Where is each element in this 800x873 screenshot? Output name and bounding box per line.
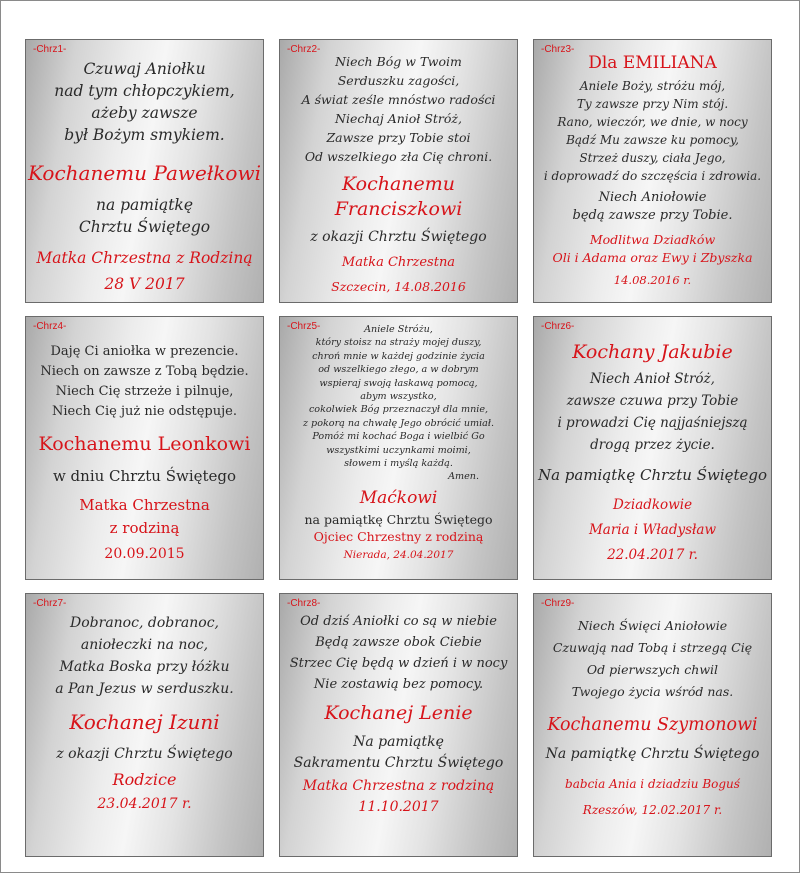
giver-line: Dziadkowie <box>612 497 693 513</box>
recipient-name: Franciszkowi <box>334 198 463 220</box>
plate-content <box>26 40 263 302</box>
verse-line: cokolwiek Bóg przeznaczył dla mnie, <box>308 404 489 416</box>
occasion-line: Sakramentu Chrztu Świętego <box>293 755 504 771</box>
giver-line: Maria i Władysław <box>588 522 717 538</box>
verse-line: Pomóż mi kochać Boga i wielbić Go <box>312 431 485 443</box>
plate-chrz9 <box>533 593 772 857</box>
giver-line: Matka Chrzestna z Rodziną <box>36 249 253 267</box>
plate-chrz6 <box>533 316 772 580</box>
verse-line: Matka Boska przy łóżku <box>59 659 230 675</box>
recipient-name: Kochanemu Szymonowi <box>547 715 758 735</box>
verse-line: i prowadzi Cię najjaśniejszą <box>557 415 748 431</box>
verse-line: Strzec Cię będą w dzień i w nocy <box>289 656 508 671</box>
giver-line: Matka Chrzestna <box>341 255 456 270</box>
date-line: 11.10.2017 <box>358 799 439 815</box>
plate-content <box>280 317 517 579</box>
verse-line: będą zawsze przy Tobie. <box>572 208 733 223</box>
plate-chrz5 <box>279 316 518 580</box>
recipient-name: Kochanemu Leonkowi <box>38 433 251 455</box>
verse-line: Niech Cię już nie odstępuje. <box>52 404 237 419</box>
verse-line: od wszelkiego złego, a w dobrym <box>318 364 479 376</box>
date-line: 22.04.2017 r. <box>607 547 698 563</box>
verse-line: Daję Ci aniołka w prezencie. <box>50 344 239 359</box>
verse-line: Rano, wieczór, we dnie, w nocy <box>557 115 748 129</box>
verse-line: nad tym chłopczykiem, <box>54 82 235 100</box>
date-line: Szczecin, 14.08.2016 <box>331 279 466 294</box>
verse-line: Niech Aniołowie <box>598 190 707 205</box>
verse-line: Od dziś Aniołki co są w niebie <box>300 614 497 629</box>
plate-code: -Chrz2- <box>287 44 321 55</box>
verse-line: Aniele Stróżu, <box>364 324 433 335</box>
occasion-line: Na pamiątkę Chrztu Świętego <box>545 746 760 762</box>
verse-line: Aniele Boży, stróżu mój, <box>579 79 726 93</box>
plate-chrz8 <box>279 593 518 857</box>
verse-line: chroń mnie w każdej godzinie życia <box>312 350 485 362</box>
verse-line: Od pierwszych chwil <box>586 662 719 677</box>
verse-line: drogą przez życie. <box>590 437 715 453</box>
verse-line: słowem i myślą każdą. <box>344 458 453 470</box>
verse-line: Niech Anioł Stróż, <box>590 371 715 387</box>
plate-content <box>280 40 517 302</box>
verse-line: wspieraj swoją łaskawą pomocą, <box>319 377 478 389</box>
verse-line: Twojego życia wśród nas. <box>571 684 734 699</box>
plate-chrz1 <box>25 39 264 303</box>
plate-code: -Chrz1- <box>33 44 67 55</box>
plate-title: Dla EMILIANA <box>588 53 717 73</box>
giver-line: Rodzice <box>112 770 177 789</box>
date-line: Nierada, 24.04.2017 <box>343 548 454 561</box>
occasion-line: Na pamiątkę <box>353 734 444 750</box>
verse-line: Niech on zawsze z Tobą będzie. <box>40 364 249 379</box>
verse-line: Serduszku zagości, <box>337 73 460 88</box>
verse-line: Nie zostawią bez pomocy. <box>313 677 484 692</box>
plate-chrz4 <box>25 316 264 580</box>
verse-line: Będą zawsze obok Ciebie <box>315 635 482 650</box>
recipient-name: Kochanemu <box>341 173 456 195</box>
plate-content <box>280 594 517 856</box>
verse-line: A świat ześle mnóstwo radości <box>301 92 496 107</box>
verse-line: Strzeż duszy, ciała Jego, <box>579 151 726 165</box>
verse-line: ażeby zawsze <box>91 104 198 122</box>
verse-line: i doprowadź do szczęścia i zdrowia. <box>543 169 762 183</box>
giver-line: Matka Chrzestna z rodziną <box>302 778 495 794</box>
plate-chrz3 <box>533 39 772 303</box>
occasion-line: na pamiątkę Chrztu Świętego <box>304 511 493 527</box>
verse-line: wszystkimi uczynkami moimi, <box>326 444 471 456</box>
date-line: 14.08.2016 r. <box>613 273 692 287</box>
date-line: Rzeszów, 12.02.2017 r. <box>582 803 723 817</box>
verse-line: Zawsze przy Tobie stoi <box>326 130 471 145</box>
giver-line: babcia Ania i dziadziu Boguś <box>565 777 740 791</box>
verse-line: Bądź Mu zawsze ku pomocy, <box>566 133 739 147</box>
date-line: 23.04.2017 r. <box>97 796 192 812</box>
verse-line: Niechaj Anioł Stróż, <box>335 111 462 126</box>
verse-line: Dobranoc, dobranoc, <box>70 615 219 631</box>
plate-content <box>534 317 771 579</box>
verse-line: Niech Święci Aniołowie <box>577 618 728 633</box>
verse-line: który stoisz na straży mojej duszy, <box>315 337 482 349</box>
plate-code: -Chrz4- <box>33 321 67 332</box>
verse-line: Czuwaj Aniołku <box>83 60 206 78</box>
verse-line: Ty zawsze przy Nim stój. <box>576 97 729 111</box>
verse-line: zawsze czuwa przy Tobie <box>566 393 739 409</box>
giver-line: z rodziną <box>109 519 180 537</box>
amen-line: Amen. <box>448 471 479 483</box>
plate-code: -Chrz6- <box>541 321 575 332</box>
plate-content <box>26 594 263 856</box>
plate-content <box>534 40 771 302</box>
giver-line: Ojciec Chrzestny z rodziną <box>313 528 484 544</box>
plate-chrz7 <box>25 593 264 857</box>
giver-line: Modlitwa Dziadków <box>589 232 716 247</box>
plate-code: -Chrz5- <box>287 321 321 332</box>
verse-line: Czuwają nad Tobą i strzegą Cię <box>552 640 753 655</box>
verse-line: a Pan Jezus w serduszku. <box>55 681 234 697</box>
recipient-name: Kochanej Izuni <box>69 710 220 734</box>
verse-line: aniołeczki na noc, <box>80 637 209 653</box>
plate-chrz2 <box>279 39 518 303</box>
recipient-name: Kochany Jakubie <box>572 341 733 363</box>
plate-content <box>534 594 771 856</box>
occasion-line: Na pamiątkę Chrztu Świętego <box>537 466 768 484</box>
occasion-line: z okazji Chrztu Świętego <box>310 229 487 245</box>
occasion-line: na pamiątkę <box>95 196 193 214</box>
plate-code: -Chrz7- <box>33 598 67 609</box>
recipient-name: Maćkowi <box>359 487 438 508</box>
verse-line: Niech Cię strzeże i pilnuje, <box>55 384 234 399</box>
giver-line: Matka Chrzestna <box>79 496 210 514</box>
verse-line: Od wszelkiego zła Cię chroni. <box>304 149 493 164</box>
verse-line: abym wszystko, <box>360 391 437 403</box>
recipient-name: Kochanemu Pawełkowi <box>28 161 261 185</box>
plate-code: -Chrz8- <box>287 598 321 609</box>
occasion-line: w dniu Chrztu Świętego <box>52 467 237 485</box>
plate-code: -Chrz3- <box>541 44 575 55</box>
verse-line: był Bożym smykiem. <box>64 126 225 144</box>
verse-line: Niech Bóg w Twoim <box>335 54 462 69</box>
date-line: 20.09.2015 <box>104 546 185 562</box>
plate-code: -Chrz9- <box>541 598 575 609</box>
recipient-name: Kochanej Lenie <box>324 702 473 724</box>
occasion-line: z okazji Chrztu Świętego <box>56 746 233 762</box>
occasion-line: Chrztu Świętego <box>78 218 211 236</box>
date-line: 28 V 2017 <box>104 275 185 293</box>
plate-content <box>26 317 263 579</box>
verse-line: z pokorą na chwałę Jego obrócić umiał. <box>302 417 495 429</box>
giver-line: Oli i Adama oraz Ewy i Zbyszka <box>552 250 753 265</box>
